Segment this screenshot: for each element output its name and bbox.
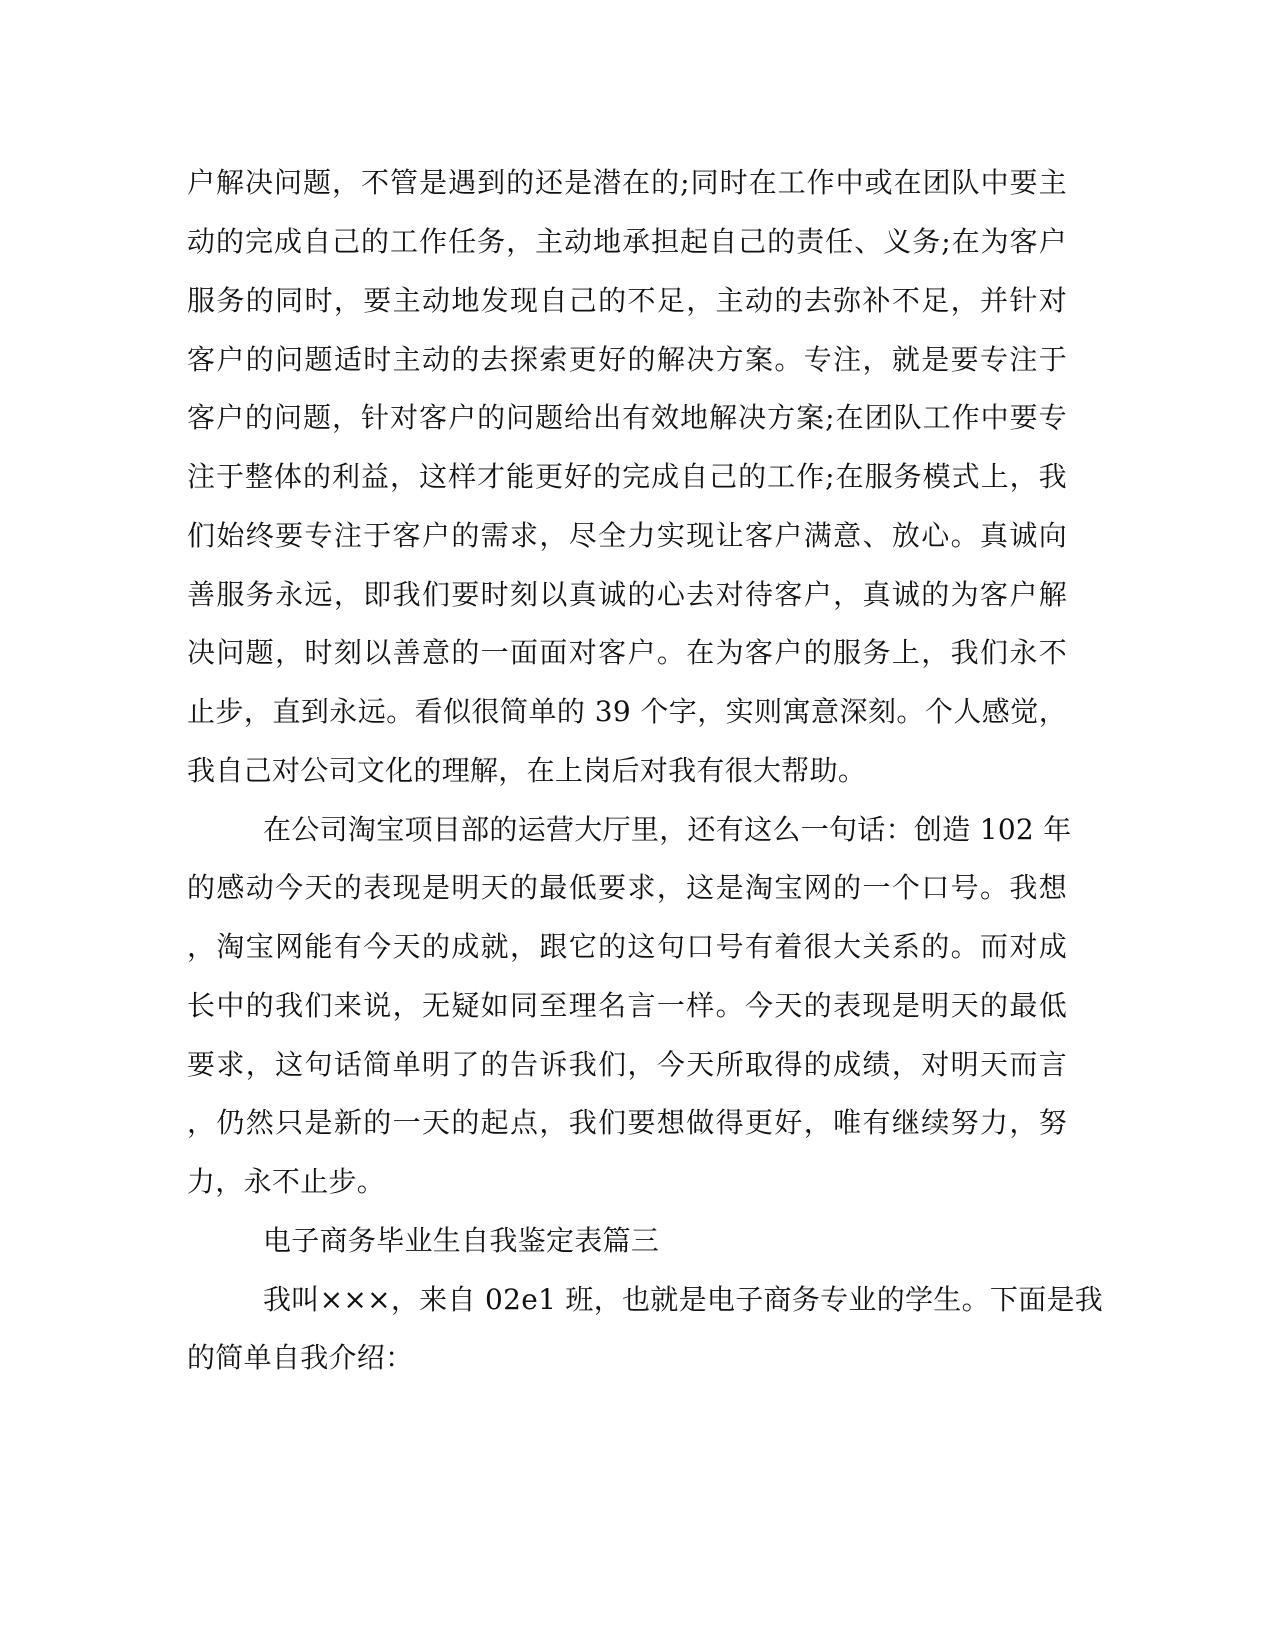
text-line: 善服务永远，即我们要时刻以真诚的心去对待客户，真诚的为客户解 xyxy=(187,578,1067,611)
text-line: ，仍然只是新的一天的起点，我们要想做得更好，唯有继续努力，努 xyxy=(187,1106,1067,1139)
text-line: 注于整体的利益，这样才能更好的完成自己的工作;在服务模式上，我 xyxy=(187,460,1067,493)
section-heading: 电子商务毕业生自我鉴定表篇三 xyxy=(263,1224,660,1257)
text-line: 力，永不止步。 xyxy=(187,1165,386,1198)
text-line: 止步，直到永远。看似很简单的 39 个字，实则寓意深刻。个人感觉， xyxy=(187,695,1067,728)
text-line: 在公司淘宝项目部的运营大厅里，还有这么一句话：创造 102 年 xyxy=(263,813,1072,846)
text-line: 我叫×××，来自 02e1 班，也就是电子商务专业的学生。下面是我 xyxy=(263,1283,1104,1316)
text-line: 长中的我们来说，无疑如同至理名言一样。今天的表现是明天的最低 xyxy=(187,989,1067,1022)
text-line: 我自己对公司文化的理解，在上岗后对我有很大帮助。 xyxy=(187,754,867,787)
text-line: 动的完成自己的工作任务，主动地承担起自己的责任、义务;在为客户 xyxy=(187,225,1067,258)
text-line: 的简单自我介绍： xyxy=(187,1341,414,1374)
text-line: 的感动今天的表现是明天的最低要求，这是淘宝网的一个口号。我想 xyxy=(187,871,1067,904)
text-line: 服务的同时，要主动地发现自己的不足，主动的去弥补不足，并针对 xyxy=(187,284,1067,317)
text-line: 客户的问题，针对客户的问题给出有效地解决方案;在团队工作中要专 xyxy=(187,401,1067,434)
text-line: ，淘宝网能有今天的成就，跟它的这句口号有着很大关系的。而对成 xyxy=(187,930,1067,963)
text-line: 们始终要专注于客户的需求，尽全力实现让客户满意、放心。真诚向 xyxy=(187,519,1067,552)
text-line: 决问题，时刻以善意的一面面对客户。在为客户的服务上，我们永不 xyxy=(187,636,1067,669)
text-line: 户解决问题，不管是遇到的还是潜在的;同时在工作中或在团队中要主 xyxy=(187,166,1067,199)
text-line: 要求，这句话简单明了的告诉我们，今天所取得的成绩，对明天而言 xyxy=(187,1048,1067,1081)
text-line: 客户的问题适时主动的去探索更好的解决方案。专注，就是要专注于 xyxy=(187,343,1067,376)
